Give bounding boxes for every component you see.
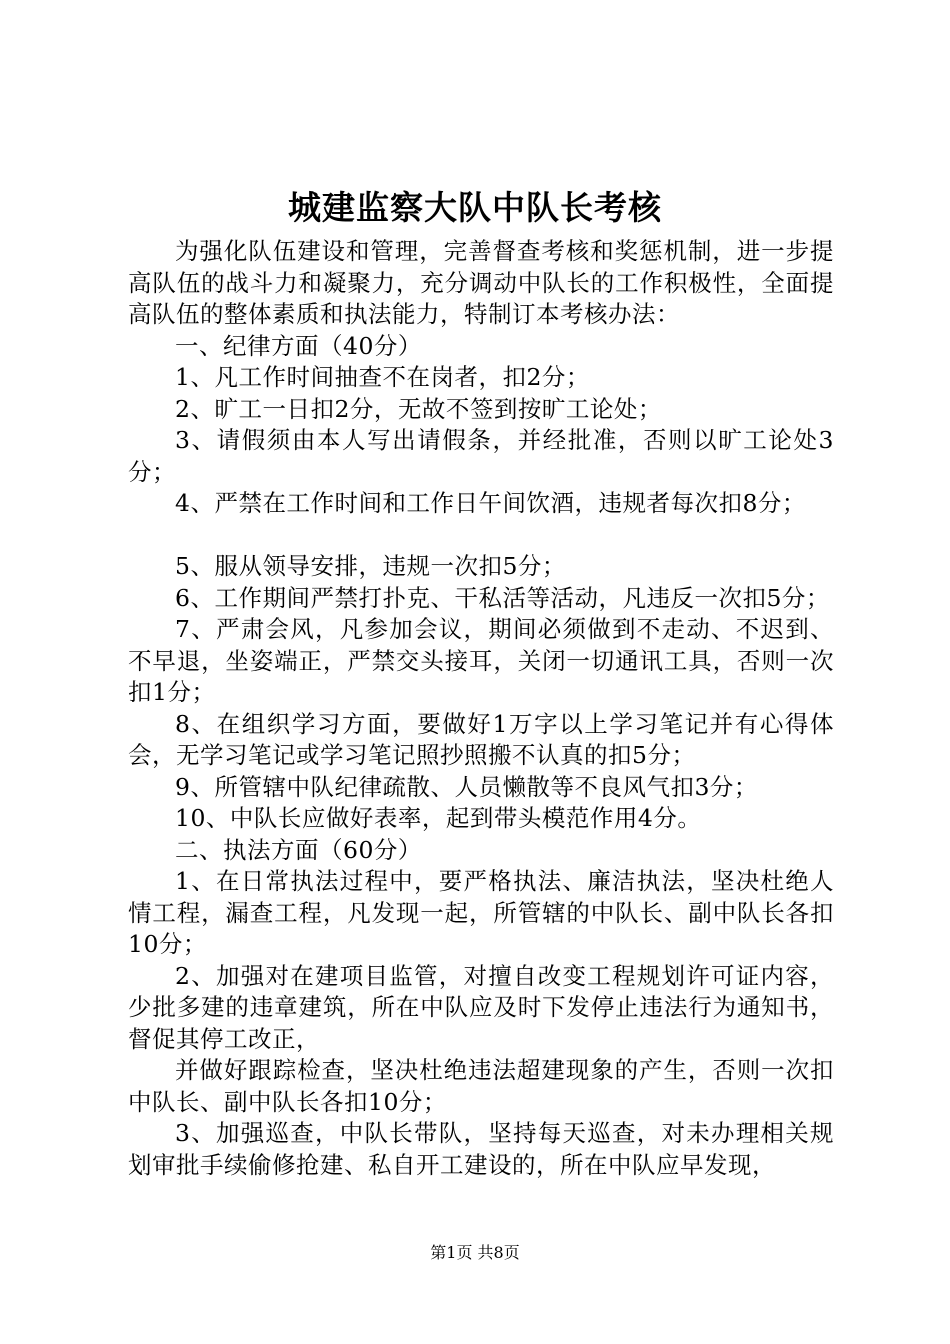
paragraph: 8、在组织学习方面，要做好1万字以上学习笔记并有心得体会，无学习笔记或学习笔记照抄照搬不认真的扣5分；: [128, 709, 834, 769]
paragraph: 9、所管辖中队纪律疏散、人员懒散等不良风气扣3分；: [175, 772, 758, 801]
document-body: [128, 236, 834, 1181]
paragraph: 6、工作期间严禁打扑克、干私活等活动，凡违反一次扣5分；: [175, 583, 830, 612]
paragraph: 3、加强巡查，中队长带队，坚持每天巡查，对未办理相关规划审批手续偷修抢建、私自开工建设的，所在中队应早发现，: [128, 1119, 834, 1179]
paragraph: 7、严肃会风，凡参加会议，期间必须做到不走动、不迟到、不早退，坐姿端正，严禁交头接耳，关闭一切通讯工具，否则一次扣1分；: [128, 615, 834, 706]
section-heading-discipline: 一、纪律方面（40分）: [175, 331, 422, 360]
blank-line: [128, 520, 834, 552]
paragraph: 4、严禁在工作时间和工作日午间饮酒，违规者每次扣8分；: [175, 489, 806, 517]
paragraph: 2、旷工一日扣2分，无故不签到按旷工论处；: [175, 394, 662, 423]
paragraph: 1、凡工作时间抽查不在岗者，扣2分；: [175, 363, 590, 391]
paragraph: 10、中队长应做好表率，起到带头模范作用4分。: [175, 804, 702, 832]
paragraph: 2、加强对在建项目监管，对擅自改变工程规划许可证内容，少批多建的违章建筑，所在中队应及时下发停止违法行为通知书，督促其停工改正，: [128, 961, 834, 1053]
document-title: 城建监察大队中队长考核: [288, 188, 662, 227]
section-heading-enforcement: 二、执法方面（60分）: [175, 835, 422, 864]
paragraph: 1、在日常执法过程中，要严格执法、廉洁执法，坚决杜绝人情工程，漏查工程，凡发现一起，所管辖的中队长、副中队长各扣10分；: [128, 867, 834, 958]
paragraph: 并做好跟踪检查，坚决杜绝违法超建现象的产生，否则一次扣中队长、副中队长各扣10分；: [128, 1056, 834, 1116]
paragraph: 3、请假须由本人写出请假条，并经批准，否则以旷工论处3分；: [128, 426, 834, 486]
paragraph: 5、服从领导安排，违规一次扣5分；: [175, 552, 566, 580]
page-footer: 第1页 共8页: [430, 1243, 520, 1262]
paragraph: 为强化队伍建设和管理，完善督查考核和奖惩机制，进一步提高队伍的战斗力和凝聚力，充分调动中队长的工作积极性，全面提高队伍的整体素质和执法能力，特制订本考核办法：: [128, 237, 834, 328]
